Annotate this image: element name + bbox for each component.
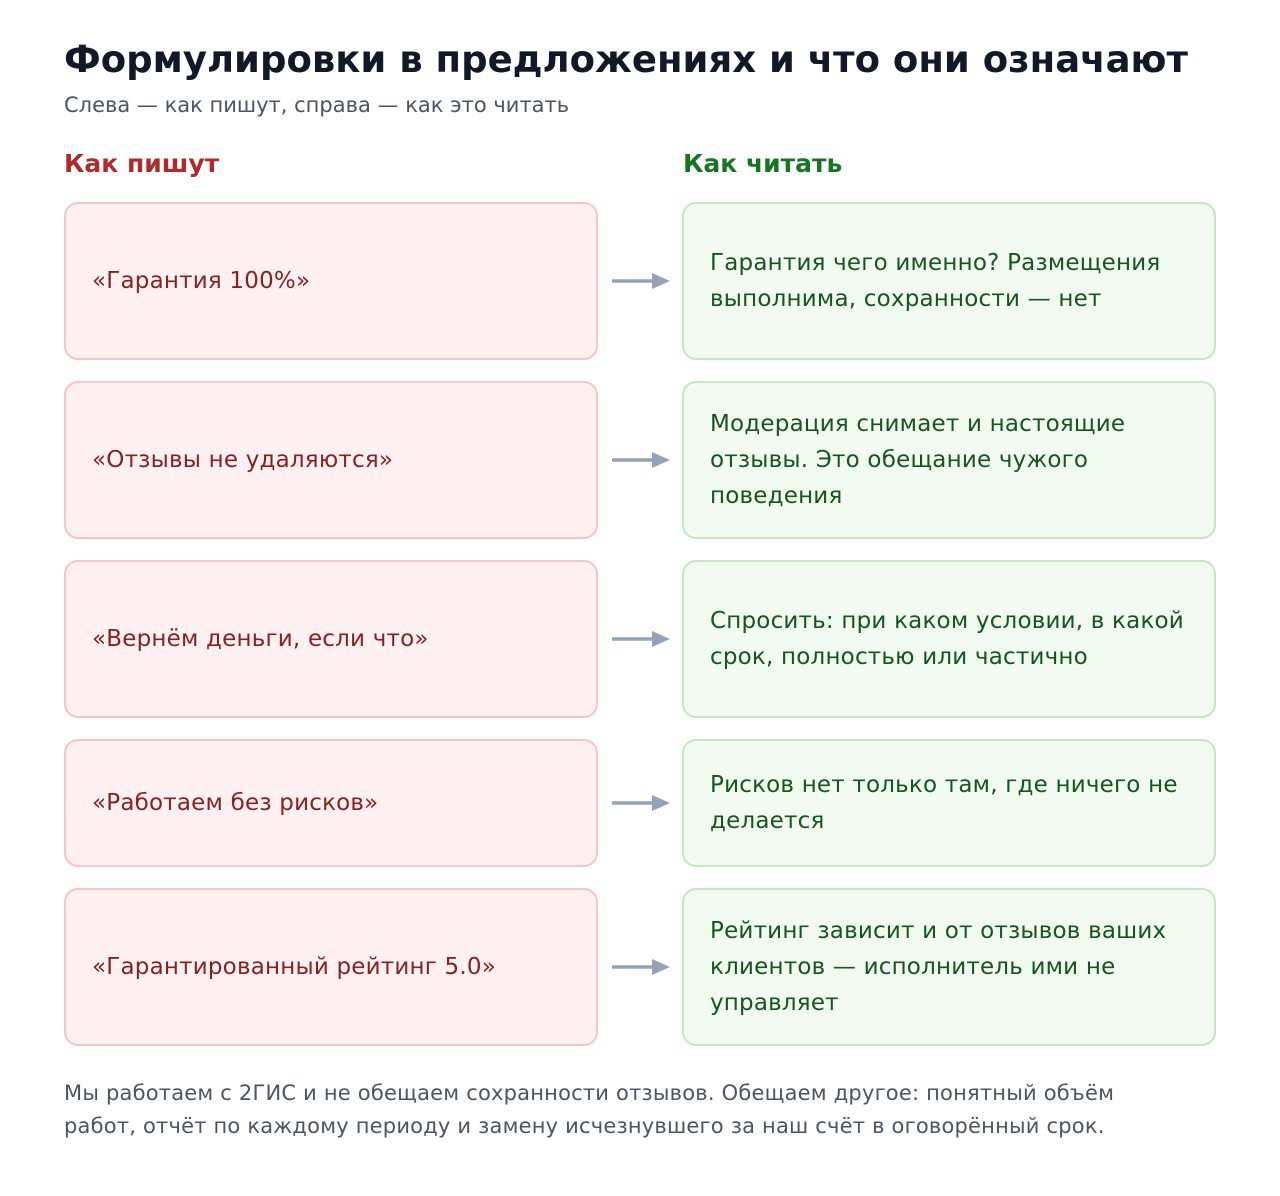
meaning-box <box>682 888 1216 1046</box>
comparison-row <box>64 888 1216 1046</box>
meaning-box <box>682 560 1216 718</box>
arrow-right-icon <box>612 450 670 470</box>
meaning-box <box>682 202 1216 360</box>
meaning-box <box>682 381 1216 539</box>
claim-box <box>64 560 598 718</box>
comparison-row <box>64 560 1216 718</box>
arrow-right-icon <box>612 271 670 291</box>
footer-note: Мы работаем с 2ГИС и не обещаем сохранности отзывов. Обещаем другое: понятный объём работ, отчёт по каждому периоду и замену исчезнувшего за наш счёт в оговорённый срок. <box>64 1081 1115 1138</box>
claim-text: «Гарантия 100%» <box>92 268 311 294</box>
comparison-row <box>64 202 1216 360</box>
arrow-right-icon <box>612 793 670 813</box>
meaning-text: Рейтинг зависит и от отзывов ваших клиентов — исполнитель ими не управляет <box>710 918 1167 1016</box>
claim-text: «Работаем без рисков» <box>92 790 379 816</box>
meaning-text: Гарантия чего именно? Размещения выполнима, сохранности — нет <box>710 250 1161 312</box>
arrow-right-icon <box>612 629 670 649</box>
column-heading-how-read: Как читать <box>683 149 843 178</box>
claim-box <box>64 202 598 360</box>
arrow-right-icon <box>612 957 670 977</box>
claim-box <box>64 739 598 867</box>
column-heading-how-written: Как пишут <box>64 149 220 178</box>
page-subtitle: Слева — как пишут, справа — как это читать <box>64 93 570 117</box>
meaning-box <box>682 739 1216 867</box>
claim-box <box>64 888 598 1046</box>
claim-box <box>64 381 598 539</box>
meaning-text: Рисков нет только там, где ничего не делается <box>710 772 1178 834</box>
meaning-text: Спросить: при каком условии, в какой срок, полностью или частично <box>710 608 1184 670</box>
comparison-row <box>64 739 1216 867</box>
meaning-text: Модерация снимает и настоящие отзывы. Это обещание чужого поведения <box>710 411 1126 509</box>
page-title: Формулировки в предложениях и что они означают <box>64 38 1188 81</box>
claim-text: «Гарантированный рейтинг 5.0» <box>92 954 497 980</box>
comparison-rows <box>64 202 1216 1067</box>
claim-text: «Вернём деньги, если что» <box>92 626 429 652</box>
claim-text: «Отзывы не удаляются» <box>92 447 394 473</box>
comparison-row <box>64 381 1216 539</box>
